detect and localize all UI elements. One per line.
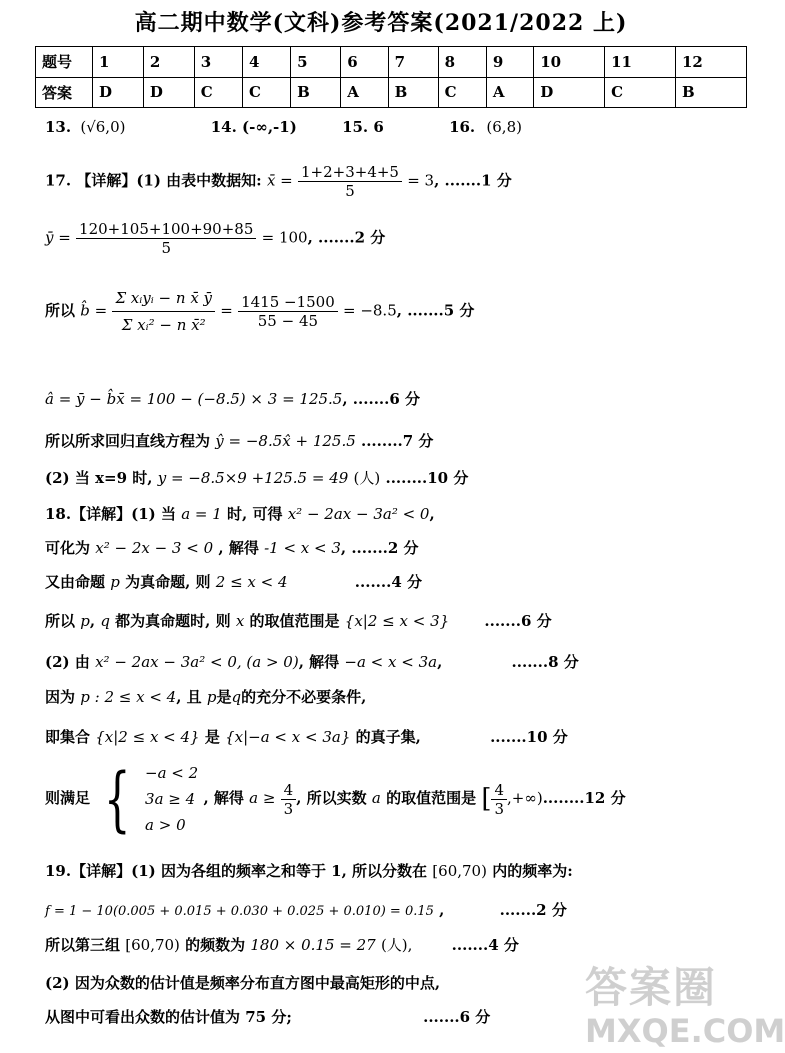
score-mark: .......10 分: [490, 728, 568, 746]
watermark-logo: 答案圈: [585, 963, 718, 1012]
text: 所以: [45, 612, 76, 630]
table-cell: 7: [388, 47, 438, 78]
text: 的取值范围是: [249, 612, 340, 630]
score-mark: .......4 分: [451, 936, 519, 954]
text: 所以: [45, 301, 76, 320]
table-cell: 6: [341, 47, 388, 78]
case-system: [145, 760, 198, 838]
text: 的取值范围是: [386, 789, 477, 807]
score-mark: , .......5 分: [396, 301, 475, 320]
fraction: [491, 781, 507, 818]
q17-heading: 17. 【详解】(1) 由表中数据知:: [45, 171, 262, 190]
fraction: [281, 781, 297, 818]
var-a: a: [371, 789, 381, 807]
text: 可化为: [45, 539, 91, 557]
q17-line-5: [45, 430, 433, 451]
equation: a = 1: [181, 505, 222, 523]
q14-answer: 14. (-∞,-1): [210, 118, 297, 136]
equation: -1 < x < 3: [264, 539, 341, 557]
q16-label: 16.: [449, 118, 476, 136]
score-mark: ........7 分: [355, 432, 434, 450]
table-cell: C: [605, 77, 676, 108]
score-mark: , .......1 分: [434, 171, 512, 190]
equation: 2 ≤ x < 4: [215, 573, 288, 591]
denominator: 3: [494, 799, 505, 818]
var-p: p: [110, 573, 120, 591]
text: (2) 由: [45, 653, 90, 671]
header-label: 题号: [36, 47, 93, 78]
q13-answer: (√6,0): [80, 118, 126, 136]
var-q: q: [100, 612, 110, 630]
text: 则满足: [45, 789, 91, 807]
q19-heading: 19.【详解】(1) 因为各组的频率之和等于 1, 所以分数在: [45, 862, 428, 880]
text: 从图中可看出众数的估计值为 75 分;: [45, 1008, 292, 1026]
page-title: 高二期中数学(文科)参考答案(2021/2022 上): [134, 10, 628, 36]
case-line: 3a ≥ 4: [145, 790, 196, 808]
score-mark: .......6 分: [423, 1008, 491, 1026]
denominator: 55 − 45: [257, 312, 319, 330]
numerator: 4: [491, 781, 507, 800]
table-cell: 11: [605, 47, 676, 78]
text: ,: [429, 505, 435, 523]
score-mark: .......4 分: [354, 573, 422, 591]
table-cell: 12: [676, 47, 747, 78]
left-brace-icon: {: [104, 758, 131, 840]
table-cell: C: [242, 77, 290, 108]
q13-label: 13.: [45, 118, 72, 136]
text: 的充分不必要条件,: [241, 688, 367, 706]
q18-line-6: [45, 686, 366, 707]
equation: ŷ = −8.5x̂ + 125.5: [215, 432, 356, 450]
text: ,: [437, 653, 443, 671]
watermark-site: MXQE.COM: [585, 1012, 785, 1050]
numerator: 4: [281, 781, 297, 800]
equation: x² − 2x − 3 < 0: [95, 539, 214, 557]
equation: y = −8.5×9 +125.5 = 49: [157, 469, 349, 487]
denominator: Σ xᵢ² − n x̄²: [121, 316, 206, 334]
text: 时, 可得: [227, 505, 283, 523]
bracket: ,+∞): [507, 789, 543, 807]
numerator: 1+2+3+4+5: [298, 163, 402, 182]
text: , 且: [176, 688, 202, 706]
text: , 解得: [218, 539, 259, 557]
score-mark: , .......2 分: [307, 228, 386, 247]
table-cell: 1: [93, 47, 144, 78]
result: = 100: [261, 228, 308, 247]
denominator: 3: [283, 799, 294, 818]
table-cell: D: [534, 77, 605, 108]
answer-table: [35, 46, 747, 108]
score-mark: ........12 分: [542, 789, 626, 807]
q18-line-1: [45, 503, 435, 524]
set: {x|2 ≤ x < 3}: [344, 612, 450, 630]
denominator: 5: [345, 182, 355, 200]
table-cell: C: [194, 77, 242, 108]
table-cell: A: [341, 77, 388, 108]
equation: −a < x < 3a: [344, 653, 438, 671]
q18-line-8: [45, 760, 626, 838]
q17-line-4: [45, 388, 420, 409]
score-mark: , .......6 分: [342, 390, 421, 408]
q19-line-2: [45, 899, 567, 920]
score-mark: ........10 分: [380, 469, 469, 487]
equation: a ≥: [249, 789, 276, 807]
xbar-symbol: x̄ =: [266, 171, 293, 190]
table-row: [36, 77, 747, 108]
q15-answer: 15. 6: [342, 118, 384, 136]
result: = 3: [407, 171, 435, 190]
table-row: [36, 47, 747, 78]
table-cell: 10: [534, 47, 605, 78]
q17-line-1: [45, 163, 512, 200]
table-cell: 8: [438, 47, 486, 78]
table-cell: B: [676, 77, 747, 108]
q17-line-3: [45, 285, 474, 338]
score-mark: , .......2 分: [340, 539, 419, 557]
table-cell: D: [143, 77, 194, 108]
equation: f = 1 − 10(0.005 + 0.015 + 0.030 + 0.025 + 0.010) = 0.15: [45, 904, 434, 919]
ybar-symbol: ȳ =: [45, 228, 71, 247]
set: {x|−a < x < 3a}: [225, 728, 351, 746]
equation: x² − 2ax − 3a² < 0, (a > 0): [95, 653, 299, 671]
q18-line-7: [45, 726, 568, 747]
q18-line-5: [45, 651, 579, 672]
text: 的频数为: [185, 936, 246, 954]
var-q: q: [231, 688, 242, 706]
text: 为真命题, 则: [125, 573, 211, 591]
text: 又由命题: [45, 573, 106, 591]
case-line: a > 0: [145, 816, 186, 834]
fraction: [238, 293, 338, 330]
text: 的真子集,: [355, 728, 421, 746]
q19-line-1: [45, 860, 573, 881]
table-cell: 3: [194, 47, 242, 78]
text: 是: [204, 728, 220, 746]
equation: 180 × 0.15 = 27: [250, 936, 376, 954]
q19-line-3: [45, 934, 519, 955]
interval: [60,70): [125, 936, 180, 954]
equals: =: [220, 301, 233, 320]
var-x: x: [235, 612, 245, 630]
var-p: p: [206, 688, 217, 706]
var-p: p: [80, 612, 90, 630]
q17-line-2: [45, 220, 385, 257]
q19-line-5: [45, 1006, 490, 1027]
equation: x² − 2ax − 3a² < 0: [287, 505, 430, 523]
q18-line-2: [45, 537, 419, 558]
numerator: Σ xᵢyᵢ − n x̄ ȳ: [112, 285, 215, 312]
table-cell: D: [93, 77, 144, 108]
fraction: [112, 285, 215, 338]
text: , 所以实数: [296, 789, 367, 807]
equation: â = ȳ − b̂x̄ = 100 − (−8.5) × 3 = 125.5: [45, 390, 343, 408]
table-cell: C: [438, 77, 486, 108]
score-mark: .......8 分: [511, 653, 579, 671]
unit: (人),: [380, 936, 413, 954]
numerator: 1415 −1500: [238, 293, 338, 312]
text: (2) 当 x=9 时,: [45, 469, 153, 487]
q18-heading: 18.【详解】(1) 当: [45, 505, 176, 523]
text: 所以第三组: [45, 936, 121, 954]
q18-line-4: 所以 p, q 都为真命题时, 则 x 的取值范围是 {x|2 ≤ x < 3} .......6 分: [45, 612, 552, 630]
q19-line-4: [45, 972, 440, 993]
table-cell: 4: [242, 47, 290, 78]
set: {x|2 ≤ x < 4}: [95, 728, 200, 746]
table-cell: B: [388, 77, 438, 108]
table-cell: 9: [486, 47, 533, 78]
bhat-symbol: b̂ =: [80, 301, 108, 320]
score-mark: .......2 分: [499, 901, 567, 919]
q18-line-3: [45, 571, 422, 592]
denominator: 5: [161, 239, 171, 257]
table-cell: 5: [291, 47, 341, 78]
numerator: 120+105+100+90+85: [76, 220, 256, 239]
fraction: [298, 163, 402, 200]
table-cell: B: [291, 77, 341, 108]
interval: [60,70): [432, 862, 487, 880]
text: 所以所求回归直线方程为: [45, 432, 211, 450]
text: 是: [216, 688, 232, 706]
q16-answer: (6,8): [486, 118, 522, 136]
table-cell: A: [486, 77, 533, 108]
fill-answers-row: [45, 118, 522, 136]
text: (2) 因为众数的估计值是频率分布直方图中最高矩形的中点,: [45, 974, 441, 992]
text: , 解得: [203, 789, 244, 807]
text: , 解得: [298, 653, 340, 671]
equation: p : 2 ≤ x < 4: [80, 688, 177, 706]
text: 因为: [45, 688, 76, 706]
result: = −8.5: [342, 301, 397, 320]
table-cell: 2: [143, 47, 194, 78]
text: 都为真命题时, 则: [115, 612, 231, 630]
bracket: [: [481, 784, 492, 814]
case-line: −a < 2: [145, 764, 199, 782]
answer-label: 答案: [36, 77, 93, 108]
text: 内的频率为:: [492, 862, 573, 880]
fraction: [76, 220, 256, 257]
text: ,: [439, 901, 445, 919]
q17-line-6: [45, 467, 468, 488]
text: 即集合: [45, 728, 91, 746]
unit: (人): [353, 469, 381, 487]
score-mark: .......6 分: [484, 612, 552, 630]
